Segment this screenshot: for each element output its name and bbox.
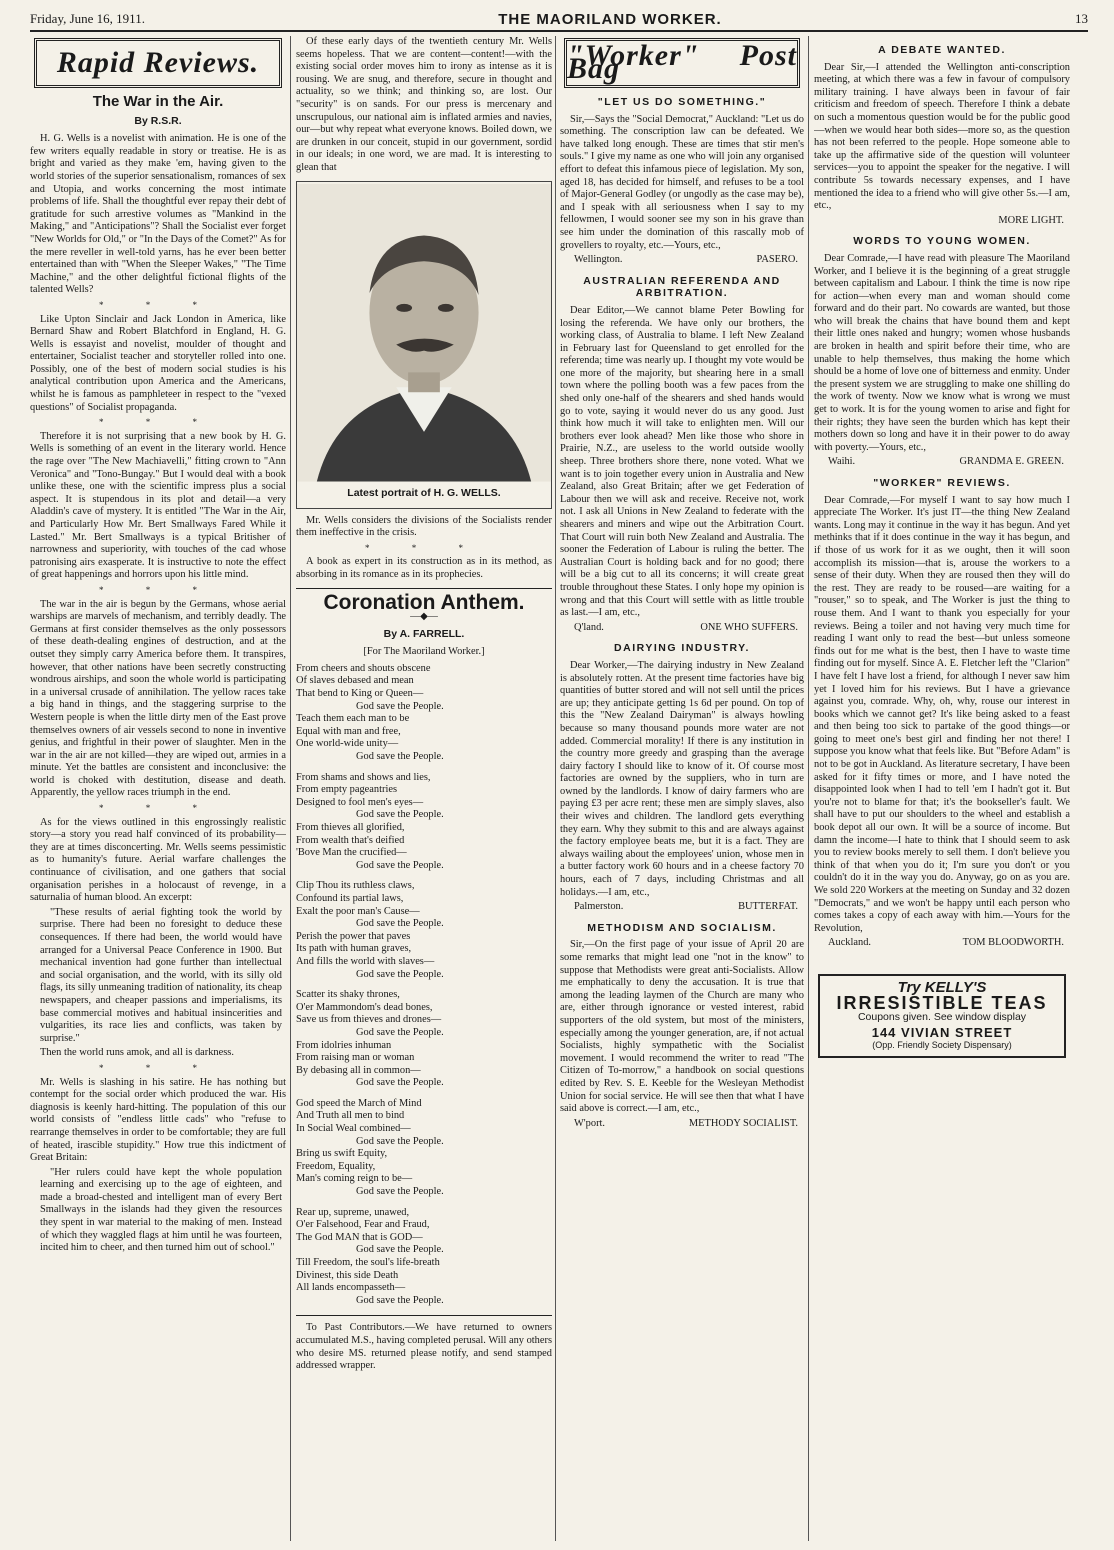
poem-line: Man's coming reign to be— [296,1173,413,1185]
poem-line: Designed to fool men's eyes— [296,796,424,808]
letter-place: W'port. [574,1117,606,1129]
section-break: * * * [99,1062,217,1073]
article-title: The War in the Air. [92,93,224,110]
page-number: 13 [1074,11,1088,26]
poem-line: Of slaves debased and mean [296,675,414,687]
poem-line: And fills the world with slaves— [296,955,435,967]
poem-line: The God MAN that is GOD— [296,1231,423,1243]
poem-line: From shams and shows and lies, [296,771,431,783]
letters-list [560,96,804,1130]
letter-place: Auckland. [828,937,871,949]
letter-signature [814,456,1070,469]
poem-line: Clip Thou its ruthless claws, [296,880,415,892]
letter-place: Waihi. [828,456,856,468]
letter-body: Dear Sir,—I attended the Wellington anti-conscription meeting, at which there was a few in favour of compulsory military training. I have always been in favour of fair criticism and freedom of speech. Therefore I think a debate on such a momentous question would be for the public good—when we would hear both sides—more so, as the question has not been referred to the people. Hope someone able to take up the affirmative side of the question will volunteer services—you to appoint the speaker for the negative. I will contribute 5s towards necessary expenses, and I have mentioned the idea to a friend who will give other 5s.—I am, etc., [814,61,1070,212]
poem-line: Its path with human graves, [296,943,412,955]
poem-line: O'er Falsehood, Fear and Fraud, [296,1219,430,1231]
letter [814,44,1070,227]
section-break: * * * [99,584,217,595]
poem-refrain: God save the People. [356,700,444,712]
section-heading-post-bag: "Worker" Post Bag [564,38,800,88]
letter-signature [560,901,804,914]
ad-line: Try KELLY'S [897,978,987,996]
issue-date: Friday, June 16, 1911. [30,11,145,26]
poem-refrain: God save the People. [356,809,444,821]
letter [560,275,804,635]
article-paragraph: The war in the air is begun by the Germans, whose aerial warships are marvels of mechanism, and terribly deadly. The Germans at first consider themselves as the only possessors of these death-dealing engines of destruction, and at the outset they simply carry America before them. It transpires, however, that other nations have been secretly constructing wondrous airships, and soon the whole world is participating in a universal crusade of annihilation. The yellow races take a big hand in things, and the staggering surprise to the Western people is when the little dirty men of the East prove themselves owners of air vessels second to none in inventive genius, and frightful in their power of slaughter. Men in the war in the air are not killed—they are wiped out, armies in a minute. Yet the battles are consistent and inconclusive: the world is choked with destitution, disease and death. Apparently, the yellow races triumph in the end. [30,598,286,799]
ornament: —◆— [410,611,438,623]
poem-line: From thieves all glorified, [296,822,405,833]
column-rule [808,36,809,1541]
section-break: * * * [365,542,483,553]
poem-refrain: God save the People. [356,1077,444,1089]
poem-refrain: God save the People. [356,751,444,763]
article-paragraph: A book as expert in its construction as in its method, as absorbing in its romance as in its prophecies. [296,556,552,580]
article-paragraph: Mr. Wells is slashing in his satire. He has nothing but contempt for the social order which produced the war. His diagnosis is keenly hard-hitting. The population of this our world consists of "endless little cads" who "refuse to rearrange themselves in order to be comfortable; they are full of heated, irascible stupidity." How true this indictment of Great Britain: [30,1076,286,1164]
ad-headline: IRRESISTIBLE TEAS [836,992,1048,1013]
poem-stanza [296,989,552,1090]
letter-signature [814,215,1070,228]
poem-line: From raising man or woman [296,1052,415,1064]
letter-signature [560,1118,804,1131]
letter [814,477,1070,950]
letter-signer: ONE WHO SUFFERS. [700,621,798,633]
poem-byline: By A. FARRELL. [383,627,465,640]
advertisement-kellys-teas [818,974,1066,1058]
poem-line: Till Freedom, the soul's life-breath [296,1257,440,1268]
poem-note: [For The Maoriland Worker.] [363,646,485,658]
letter-body: Dear Worker,—The dairying industry in New Zealand is absolutely rotten. At the present time factories have big quantities of butter stored and will not sell until the prices are up; they anticipate getting 1s 6d per pound. On top of this the "New Zealand Dairyman" is always howling because so many thousand pounds more water are not added. Commercial morality! If there is any institution in the country more greedy and grasping than the average dairy factory I should like to know of it. Of course most factories are owned by the suppliers, who in turn are owned by the landlords. I know of dairy farmers who are paying £3 per acre rent; these men are simply slaves, also their wives and children. The landlord gets everything they earn. Why they submit to this and are always against the factory employee beats me, but it is a fact. They are always wailing about the employees' union, whose men in a butter factory work 60 hours and in a cheese factory 70 hours, each of 7 days, including Christmas and all holidays.—I am, etc., [560,659,804,898]
poem-line: Perish the power that paves [296,930,411,942]
poem-line: Exalt the poor man's Cause— [296,905,420,917]
column-rule [555,36,556,1541]
letter-signer: TOM BLOODWORTH. [962,937,1064,949]
poem-refrain: God save the People. [356,1135,444,1147]
column-4 [814,36,1070,1541]
poem-line: One world-wide unity— [296,738,399,750]
letter [560,642,804,913]
poem-line: Rear up, supreme, unawed, [296,1206,410,1218]
letter-signature [814,937,1070,950]
newspaper-title: THE MAORILAND WORKER. [498,10,722,28]
poem-line: Divinest, this side Death [296,1269,399,1281]
letter [560,96,804,267]
letter-title: "WORKER" REVIEWS. [873,477,1011,489]
poem-line: Teach them each man to be [296,713,410,725]
poem-line: All lands encompasseth— [296,1282,406,1294]
letter-signature [560,254,804,267]
section-break: * * * [99,299,217,310]
article-paragraph: Like Upton Sinclair and Jack London in America, like Bernard Shaw and Robert Blatchford in England, H. G. Wells is essayist and novelist, moulder of thought and entertainer, Socialist teacher and storyteller rolled into one. Possibly, one of the best of modern social studies is his analytical contribution upon America and the Americans, whilst he is famous as pamphleteer in respect to the "vexed questions" of Socialist propaganda. [30,313,286,413]
poem-line: From idolries inhuman [296,1039,392,1051]
poem-refrain: God save the People. [356,859,444,871]
poem-line: From empty pageantries [296,784,397,796]
poem-line: Bring us swift Equity, [296,1148,388,1160]
portrait-photo [297,182,551,483]
letter-body: Sir,—On the first page of your issue of April 20 are some remarks that might lead one "not in the know" to suppose that Methodists were great anti-Socialists. Allow me emphatically to deny the accusation. It is true that among the leading laymen of the Church are many who are, either through ignorance or vested interest, rabid supporters of the old system, but most of the ministers, especially among the younger generation, are, if not actual Socialists, highly sympathetic with the Socialist movement. I would recommend the writer to read "The Citizen of To-morrow," a handbook on social questions edited by Rev. S. E. Keeble for the Wesleyan Methodist Union for social service. He will see then that what I have said above is correct.—I am, etc., [560,939,804,1115]
poem-line: Equal with man and free, [296,725,401,737]
poem-stanza [296,772,552,873]
poem-line: Save us from thieves and drones— [296,1014,442,1026]
poem-line: God speed the March of Mind [296,1097,422,1109]
section-heading-rapid-reviews: Rapid Reviews. [34,38,282,88]
article-paragraph: Then the world runs amok, and all is darkness. [40,1047,234,1059]
article-quote: "Her rulers could have kept the whole population learning and exercising up to the age of eighteen, and made a broad-chested and intelligent man of every Bert Smallways in the islands had they given the resources they spent in war material to the making of men. Instead of which they waggled flags at him until he was fourteen, incited him to cheer, and then turned him out of school." [40,1166,282,1254]
poem-line: 'Bove Man the crucified— [296,847,407,859]
letter-title: AUSTRALIAN REFERENDA AND ARBITRATION. [583,274,781,300]
article-paragraph: Of these early days of the twentieth century Mr. Wells seems hopeless. That we are content—content!—with the existing social order moves him to irony as intense as it is rousing. We are snug, and therefore, secure in thought and actuality, so we think; and thinking so, are lost. Our "security" is on sands. For our press is mercenary and unscrupulous, our national aim is inflated armies and navies, our—but why repeat what everyone knows. Boiled down, we are drunken in our conceit, stupid in our government, sordid in our ideals; in one word, we are mad. It is interesting to glean that [296,36,552,173]
masthead [30,8,1088,32]
column-2 [296,36,552,1541]
poem-stanza [296,663,552,764]
ad-line: Coupons given. See window display [857,1011,1027,1024]
column-1 [30,36,286,1541]
poem-line: That bend to King or Queen— [296,688,424,700]
poem-line: In Social Weal combined— [296,1123,411,1135]
letter-signer: GRANDMA E. GREEN. [959,456,1064,468]
poem-refrain: God save the People. [356,1026,444,1038]
poem-line: By debasing all in common— [296,1064,421,1076]
divider [296,1315,552,1316]
poem-line: From wealth that's deified [296,834,405,846]
letter [560,922,804,1131]
portrait-figure [296,181,552,509]
poem-refrain: God save the People. [356,918,444,930]
section-break: * * * [99,417,217,428]
letter-signer: BUTTERFAT. [738,901,798,913]
poem-line: O'er Mammondom's dead bones, [296,1001,433,1013]
poem-line: Freedom, Equality, [296,1160,376,1172]
letter-body: Dear Editor,—We cannot blame Peter Bowling for losing the referenda. We have only our brothers, the working class, of Australia to blame. I left New Zealand in February last for Queensland to get enrolled for the referenda; time was nearly up. I thought my vote would be one more of the majority, but shearing here in a small town where the polling booth was a few paces from the shed only one-half of the shearers and shed hands would go to vote, saying it would never do us any good. Just think how much it will take to enlighten men. Will our brothers ever look ahead? Men like those who shore in Prairie, N.Z., are useless to the world outside woolly sheep. Three brothers shore there, none voted. What we want is to join together every union in Australia and New Zealand, also Great Britain; after we get Federation of Labour then we will ask and receive. Receive not, work not. I ask all Unions in New Zealand to federate with the shearers and miners and wipe out the Arbitration Court. That Court will ruin both New Zealand and Australia. The sooner the Federation of Labour is ruling the better. The Australian Court is holding back and for no good; there will be a big cut to all its concerns; it will create great trouble throughout these States. I only hope my opinion is wrong and that this Court will settle with as little trouble as last.—I am, etc., [560,304,804,619]
letter-title: A DEBATE WANTED. [878,44,1006,56]
letter-title: WORDS TO YOUNG WOMEN. [853,235,1031,248]
poem-refrain: God save the People. [356,1294,444,1306]
letter-body: Dear Comrade,—I have read with pleasure The Maoriland Worker, and I believe it is the beginning of a great struggle between capitalism and Labour. I think the time is now ripe for action—when every man and woman should come forward and do their part. No cowards are wanted, but those who will break the chains that have bound them and kept their little ones naked and hungry; women whose husbands are broken in health and spirit before their time, who are unable to help themselves, thus making the home which should be a home of love one of bitterness and enmity. Under the present system we are struggling to make one shilling do the work of twenty. Now we know what is wrong we must get to work. It is for the young women to arise and fight for their rights; they have seen the burden which has kept their mothers down so long and have it in their power to do away with poverty.—Yours, etc., [814,252,1070,453]
letters-list [814,44,1070,950]
letter-title: DAIRYING INDUSTRY. [614,642,750,655]
letter-place: Q'land. [574,621,604,633]
column-rule [290,36,291,1541]
letter-signer: PASERO. [756,254,798,266]
contributors-notice: To Past Contributors.—We have returned to owners accumulated M.S., having completed perusal. Will any others who desire MS. returned please notify, and send stamped addressed wrapper. [296,1322,552,1372]
poem-line: And Truth all men to bind [296,1110,405,1122]
ad-line: (Opp. Friendly Society Dispensary) [872,1040,1012,1051]
poem-stanza [296,1098,552,1199]
article-byline: By R.S.R. [134,114,182,127]
poem-line: Scatter its shaky thrones, [296,989,400,1001]
poem-line: Confound its partial laws, [296,892,404,904]
letter-title: METHODISM AND SOCIALISM. [587,921,777,934]
letter [814,235,1070,469]
poem-body [296,663,552,1308]
ad-address: 144 VIVIAN STREET [871,1024,1013,1040]
letter-signer: METHODY SOCIALIST. [688,1117,798,1129]
section-break: * * * [99,803,217,814]
column-3 [560,36,804,1541]
poem-refrain: God save the People. [356,1186,444,1198]
letter-title: "LET US DO SOMETHING." [597,96,767,108]
article-paragraph: Mr. Wells considers the divisions of the Socialists render them ineffective in the crisis. [296,514,552,539]
article-quote: "These results of aerial fighting took the world by surprise. There had been no foresight to deduce these consequences. If there had been, the world would have arranged for a Universal Peace Conference in 1900. But mechanical invention had gone further than intellectual and social organisation, and the world, with its silly old flags, its silly unmeaning tradition of nationality, its cheap newspapers, and cheaper passions and imperialisms, its base commercial motives and habitual insincerities and vulgarities, its race lies and conflicts, was taken by surprise." [40,906,282,1044]
letter-signature [560,622,804,635]
portrait-caption: Latest portrait of H. G. WELLS. [347,486,501,499]
poem-line: From cheers and shouts obscene [296,662,431,674]
poem-refrain: God save the People. [356,968,444,980]
poem-title: Coronation Anthem. [323,590,525,614]
article-paragraph: H. G. Wells is a novelist with animation. He is one of the few writers equally readable in story or treatise. He is as bright and varied as they make 'em, having given to the world stories of the superior sensationalism, romances of sex and Utopia, and works concerning the most intimate problems of life. Shall the thoughtful ever repay their debt of gratitude for such arrestive volumes as "Mankind in the Making," and "Anticipations"? Shall the Socialist ever forget "New Worlds for Old," or "In the Days of the Comet?" As for the mere reveller in well-told yarns, has he ever been better entertained than with "When the Sleeper Wakes," "The Time Machine," and the other delightful fictional flights of the talented Wells? [30,133,286,296]
article-paragraph: As for the views outlined in this engrossingly realistic story—a story you read half convinced of its probability—they are at times disconcerting. Mr. Wells seems pessimistic as to humanity's future. Aerial warfare challenges the continuance of civilisation, and one gathers that social organisation perishes in a holocaust of revenge, in a saturnalia of human blood. An excerpt: [30,816,286,904]
article-paragraph: Therefore it is not surprising that a new book by H. G. Wells is something of an event in the literary world. Hence the rage over "The New Machiavelli," fitting crown to "Ann Veronica" and "Tono-Bungay." But I would deal with a book unlike these, one with the scientific impress plus a social aspect. It is stupendous in its plot and detail—a very Aladdin's cave of mystery. It is entitled "The War in the Air, and Particularly How Mr. Bert Smallways Fared While it Lasted." Mr. Bert Smallways is a typical Britisher of narrowness and superiority, with touches of the cad whose patronising airs exasperate. It is instructive to note the effect of great happenings and horrors upon his little mind. [30,430,286,581]
letter-place: Palmerston. [574,901,624,913]
poem-refrain: God save the People. [356,1244,444,1256]
letter-body: Dear Comrade,—For myself I want to say how much I appreciate The Worker. It's just IT—the thing New Zealand wants. Long may it continue in the way it has begun. And yet methinks that if it does continue in the way it has begun, and if those of us work for it as we ought, then it will soon accomplish its mission—that is, arouse the workers to a sense of their duty. When they are roused then they will do the rest. They are ready to be roused—are waiting for a "rouser," so to speak, and The Worker is just the thing to rouse them. And I want to thank you especially for your reviews. Being a toiler and not having very much time for reading I want only to read the best—but unless someone finds out for me what is the best, then I have to waste time finding out for myself. Since A. E. Fletcher left the "Clarion" I have felt I have lost a friend, for although I never saw him yet I loved him for his reviews. But I have a grievance against you, comrade. Why, oh, why, rouse our interest in books which we cannot get? It's like being asked to a feast and then being too sick to partake of the good things—or going to meet one's best girl and finding her not there! I suppose you know what that feels like. But "Before Adam" is not to be got in Auckland. As literature secretary, I have been asked for it fifty times or more, and I have noted the disappointed look when I had to tell 'em I hadn't got it. But you're not to blame for that; it's the bookseller's fault. We shall have to put our shoulders to the wheel and establish a book depot all our own. It will be a source of income. But damn the income—I hate to think that I should seem to ask you to review books merely to sell them. I don't believe you think of that when you do it; I'm sure you don't or you couldn't do it in the way you do. Anyway, go on as you are. We sold 220 Workers at the meeting on Sunday and 32 dozen "Democrats," and we won't be happy until each person who comes takes a copy of each away with him.—Yours for the Revolution, [814,494,1070,934]
letter-place: Wellington. [574,254,623,266]
divider [296,588,552,589]
poem-stanza [296,1207,552,1308]
letter-signer: MORE LIGHT. [998,214,1064,226]
letter-body: Sir,—Says the "Social Democrat," Auckland: "Let us do something. The conscription law can be defeated. We have talked long enough. These are times that stir men's souls." I give my name as one who will join any organised effort to defeat this infamous piece of legislation. My son, aged 18, has decided for himself, and refuses to be a tool of Major-General Godley (or ungodly as the case may be), and I speak with all seriousness when I say to my fellowmen, I would sooner see my son in his grave than see him under the domination of this rascally mob of grovellers to royalty, etc.—Yours, etc., [560,113,804,251]
poem-stanza [296,880,552,981]
